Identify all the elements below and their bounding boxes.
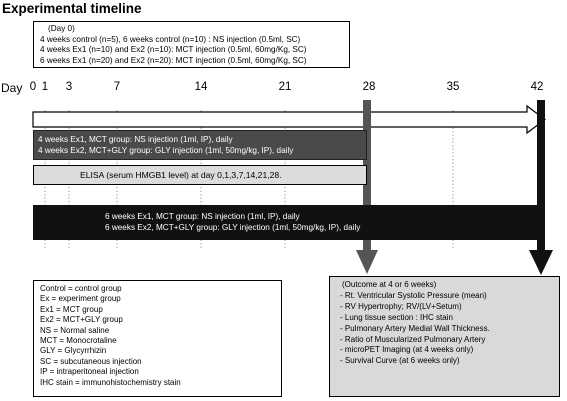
legend-line: NS = Normal saline: [40, 325, 110, 335]
day-tick-label: 3: [65, 81, 73, 93]
legend-line: MCT = Monocrotaline: [40, 336, 117, 346]
outcome-item: - microPET Imaging (at 4 weeks only): [340, 345, 474, 355]
day28-arrow-head: [356, 250, 378, 274]
legend-line: IHC stain = immunohistochemistry stain: [40, 377, 181, 387]
day-tick-label: 1: [41, 81, 49, 93]
day42-arrow-head: [529, 250, 553, 275]
outcome-item: - Ratio of Muscularized Pulmonary Artery: [340, 334, 486, 344]
four-weeks-treatment-bar: [33, 130, 367, 160]
six-weeks-treatment-bar: [33, 205, 539, 240]
day0-line: (Day 0): [48, 24, 75, 33]
outcome-item: - Survival Curve (at 6 weeks only): [340, 356, 460, 366]
page-title: Experimental timeline: [2, 1, 142, 16]
day-tick-label: 42: [530, 81, 544, 93]
day0-line: 4 weeks control (n=5), 6 weeks control (n=10) : NS injection (0.5ml, SC): [40, 34, 301, 44]
six-weeks-line: 6 weeks Ex2, MCT+GLY group: GLY injection (1ml, 50mg/kg, IP), daily: [105, 223, 361, 232]
legend-line: Ex2 = MCT+GLY group: [40, 315, 123, 325]
legend-line: Ex1 = MCT group: [40, 304, 103, 314]
day-tick-label: 21: [278, 81, 292, 93]
outcome-header: (Outcome at 4 or 6 weeks): [342, 280, 437, 289]
day-tick-label: 7: [113, 81, 121, 93]
outcome-item: - RV Hypertrophy; RV/(LV+Setum): [340, 301, 462, 311]
legend-line: Control = control group: [40, 284, 122, 293]
outcome-item: - Rt. Ventricular Systolic Pressure (mean): [340, 290, 487, 300]
six-weeks-line: 6 weeks Ex1, MCT group: NS injection (1ml, IP), daily: [105, 212, 300, 221]
legend-line: SC = subcutaneous injection: [40, 356, 142, 366]
abbreviation-legend: [33, 280, 282, 397]
elisa-text: ELISA (serum HMGB1 level) at day 0,1,3,7,14,21,28.: [80, 170, 282, 180]
day-tick-label: 14: [194, 81, 208, 93]
timeline-arrow: [33, 106, 545, 133]
day-tick-label: 0: [29, 81, 37, 93]
legend-line: GLY = Glycyrrhizin: [40, 346, 107, 356]
day-axis-label: Day: [1, 81, 23, 95]
timeline-hollow-arrow: [33, 106, 545, 133]
elisa-bar: [33, 165, 367, 185]
day-tick-label: 35: [446, 81, 460, 93]
legend-line: Ex = experiment group: [40, 294, 121, 304]
four-weeks-line: 4 weeks Ex2, MCT+GLY group: GLY injection (1ml, 50mg/kg, IP), daily: [38, 146, 294, 155]
outcome-box: [329, 276, 560, 397]
day0-line: 6 weeks Ex1 (n=20) and Ex2 (n=20): MCT injection (0.5ml, 60mg/Kg, SC): [40, 55, 307, 65]
outcome-item: - Lung tissue section : IHC stain: [340, 312, 453, 322]
day-tick-label: 28: [362, 81, 376, 93]
day0-line: 4 weeks Ex1 (n=10) and Ex2 (n=10): MCT injection (0.5ml, 60mg/Kg, SC): [40, 45, 307, 54]
legend-line: IP = intraperitoneal injection: [40, 367, 139, 377]
four-weeks-line: 4 weeks Ex1, MCT group: NS injection (1ml, IP), daily: [38, 135, 233, 144]
outcome-item: - Pulmonary Artery Medial Wall Thickness.: [340, 323, 490, 333]
